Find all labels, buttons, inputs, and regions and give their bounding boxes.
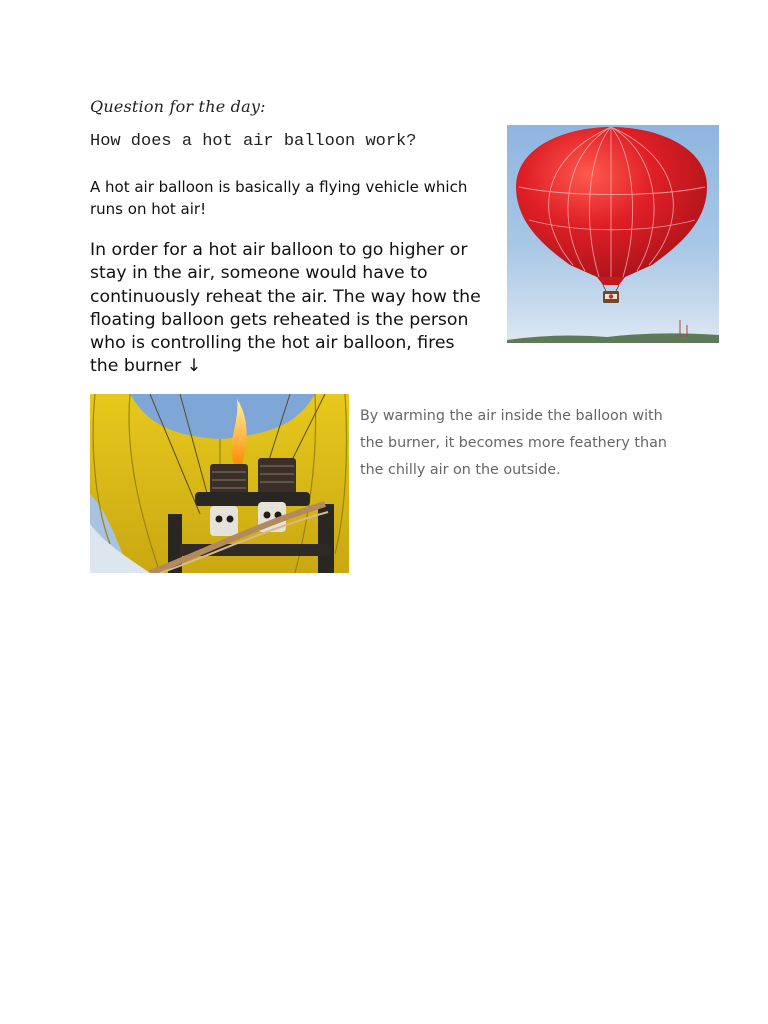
lead-paragraph: A hot air balloon is basically a flying vehicle which runs on hot air! <box>90 178 468 218</box>
hot-air-balloon-photo <box>507 125 719 343</box>
caption-line: By warming the air inside the balloon with <box>360 408 663 424</box>
explanation-line: In order for a hot air balloon to go higher or <box>90 240 468 260</box>
burner-photo <box>90 394 349 573</box>
explanation-line: who is controlling the hot air balloon, fires <box>90 333 455 354</box>
explanation-line: floating balloon gets reheated is the person <box>90 309 469 330</box>
explanation-line: continuously reheat the air. The way how the <box>90 286 481 307</box>
caption-line: the chilly air on the outside. <box>360 462 561 478</box>
question-text: How does a hot air balloon work? <box>90 132 417 151</box>
caption-line: the burner, it becomes more feathery than <box>360 435 667 451</box>
question-heading: Question for the day: <box>90 97 266 116</box>
explanation-line: stay in the air, someone would have to <box>90 263 428 284</box>
explanation-paragraph <box>90 239 505 379</box>
burner-caption <box>360 403 680 484</box>
explanation-line: the burner ↓ <box>90 356 202 377</box>
